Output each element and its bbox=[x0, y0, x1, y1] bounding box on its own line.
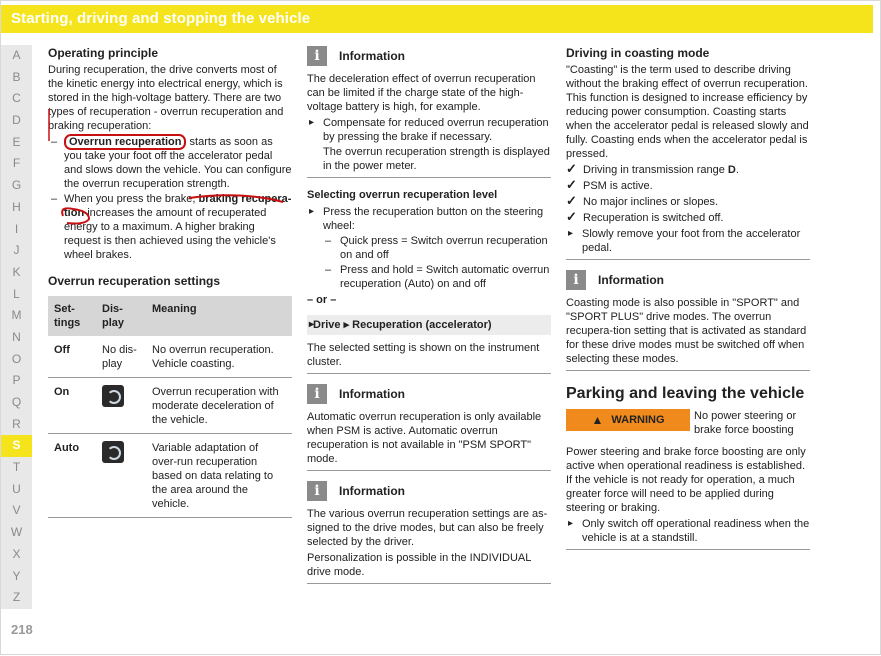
braking-recuperation-pre: When you press the brake, bbox=[64, 193, 199, 205]
check-text: Recuperation is switched off. bbox=[583, 212, 724, 224]
info-icon: i bbox=[307, 481, 327, 501]
overrun-recuperation-item bbox=[48, 135, 292, 191]
divider bbox=[566, 549, 810, 550]
parking-bullet: ▸ Only switch off operational readiness when the vehicle is at a standstill. bbox=[566, 517, 810, 545]
checkmark-icon: ✓ bbox=[566, 209, 577, 224]
alphabet-letter-s[interactable]: S bbox=[1, 435, 32, 457]
parking-heading: Parking and leaving the vehicle bbox=[566, 385, 805, 402]
alphabet-letter-i[interactable]: I bbox=[14, 221, 19, 236]
check-item bbox=[566, 195, 810, 209]
alphabet-letter-w[interactable]: W bbox=[10, 525, 23, 540]
alphabet-letter-t[interactable]: T bbox=[12, 460, 21, 475]
divider bbox=[307, 373, 551, 374]
coasting-text: "Coasting" is the term used to describe driving without the braking effect of overrun recuperation. This function is designed to increase efficiency by reducing power consumption. Coasting starts when the accelerator pedal is released slowly and fully. Coasting ends when the accelerator pedal is pressed. bbox=[566, 64, 809, 160]
parking-text: Power steering and brake force boosting are only active when operational readiness is established. If the vehicle is not ready for operation, a much greater force will need to be applied during steering or braking. bbox=[566, 446, 806, 514]
chapter-header bbox=[1, 5, 873, 33]
recuperation-intro: During recuperation, the drive converts most of the kinetic energy into electrical energy, which is stored in the high-voltage battery. There are two types of recuperation - overrun recuperation and braking recuperation: bbox=[48, 64, 284, 132]
info-block-2 bbox=[307, 384, 551, 404]
checkmark-icon: ✓ bbox=[566, 161, 577, 176]
select-sub-hold: – Press and hold = Switch automatic overrun recuperation (Auto) on and off bbox=[307, 263, 551, 291]
alphabet-letter-v[interactable]: V bbox=[12, 503, 21, 518]
alphabet-letter-g[interactable]: G bbox=[11, 178, 22, 193]
info-block-coasting bbox=[566, 270, 810, 290]
alphabet-letter-q[interactable]: Q bbox=[11, 395, 22, 409]
alphabet-letter-x[interactable]: X bbox=[12, 546, 21, 561]
or-text: – or – bbox=[307, 294, 337, 306]
coasting-bullet: ▸ Slowly remove your foot from the accelerator pedal. bbox=[566, 227, 810, 255]
meaning-on: Overrun recuperation with moderate deceleration of the vehicle. bbox=[146, 378, 292, 434]
select-heading: Selecting overrun recuperation level bbox=[307, 189, 498, 201]
display-cell bbox=[96, 378, 146, 434]
info1-bullet: ▸ Compensate for reduced overrun recuperation by pressing the brake if necessary. bbox=[307, 116, 551, 144]
info1-note: The overrun recuperation strength is displayed in the power meter. bbox=[323, 146, 550, 172]
info-title: Information bbox=[339, 387, 405, 401]
alphabet-letter-b[interactable]: B bbox=[12, 69, 21, 84]
info1-text: The deceleration effect of overrun recuperation can be limited if the charge state of the high-voltage battery is high, for example. bbox=[307, 73, 536, 113]
column-coasting bbox=[566, 46, 810, 560]
info-icon: i bbox=[307, 46, 327, 66]
alphabet-index bbox=[1, 45, 32, 609]
divider bbox=[307, 177, 551, 178]
info-title: Information bbox=[339, 484, 405, 498]
meaning-off: No overrun recuperation. Vehicle coasting. bbox=[146, 336, 292, 378]
check-text: No major inclines or slopes. bbox=[583, 196, 719, 208]
info3-text2: Personalization is possible in the INDIVIDUAL drive mode. bbox=[307, 552, 531, 578]
col-header-meaning: Meaning bbox=[146, 296, 292, 336]
check-item bbox=[566, 179, 810, 193]
alphabet-letter-y[interactable]: Y bbox=[12, 568, 21, 583]
setting-off: Off bbox=[48, 336, 96, 378]
info2-text: Automatic overrun recuperation is only available when PSM is active. Automatic overrun recuperation is not available in "PSM SPORT" mode. bbox=[307, 411, 542, 465]
auto-recuperation-icon bbox=[102, 441, 124, 463]
menu-path: ▸ Drive ▸ Recuperation (accelerator) bbox=[307, 315, 551, 335]
page-number: 218 bbox=[11, 622, 33, 637]
check-text: Driving in transmission range bbox=[583, 164, 728, 176]
warning-text: No power steering or brake force boosting bbox=[694, 410, 797, 436]
alphabet-letter-u[interactable]: U bbox=[12, 481, 21, 496]
info3-text1: The various overrun recuperation settings are as-signed to the drive modes, but can also be freely selected by the driver. bbox=[307, 508, 548, 548]
alphabet-letter-f[interactable]: F bbox=[12, 156, 21, 171]
select-sub-quick: – Quick press = Switch overrun recuperation on and off bbox=[307, 234, 551, 262]
column-operating-principle bbox=[48, 46, 292, 518]
alphabet-letter-e[interactable]: E bbox=[12, 134, 21, 149]
info-title: Information bbox=[339, 49, 405, 63]
select-bullet: ▸ Press the recuperation button on the steering wheel: bbox=[307, 205, 551, 233]
overrun-recuperation-desc: starts as soon as you take your foot off the accelerator pedal and slows down the vehicle. You can configure the overrun recuperation strength. bbox=[64, 136, 292, 190]
checkmark-icon: ✓ bbox=[566, 193, 577, 208]
checkmark-icon: ✓ bbox=[566, 177, 577, 192]
alphabet-letter-n[interactable]: N bbox=[12, 329, 21, 344]
info-icon: i bbox=[307, 384, 327, 404]
alphabet-letter-r[interactable]: R bbox=[12, 416, 21, 431]
alphabet-letter-l[interactable]: L bbox=[13, 286, 20, 301]
check-item bbox=[566, 211, 810, 225]
display-none: No dis-play bbox=[96, 336, 146, 378]
divider bbox=[566, 259, 810, 260]
column-information bbox=[307, 46, 551, 594]
table-row bbox=[48, 378, 292, 434]
alphabet-letter-p[interactable]: P bbox=[12, 373, 21, 388]
warning-icon: ▲ bbox=[591, 413, 604, 427]
alphabet-letter-z[interactable]: Z bbox=[12, 590, 21, 605]
info-title: Information bbox=[598, 273, 664, 287]
col-header-settings: Set-tings bbox=[48, 296, 96, 336]
overrun-recuperation-term: Overrun recuperation bbox=[64, 134, 186, 150]
col-header-display: Dis-play bbox=[96, 296, 146, 336]
braking-recuperation-item bbox=[48, 192, 292, 262]
alphabet-letter-j[interactable]: J bbox=[13, 243, 20, 258]
setting-on: On bbox=[48, 378, 96, 434]
divider bbox=[307, 470, 551, 471]
warning-label: WARNING bbox=[611, 414, 665, 426]
coasting-info-text: Coasting mode is also possible in "SPORT" and "SPORT PLUS" drive modes. The overrun recupera-tion setting that is activated as standard for these drive modes must be switched off when selecting these modes. bbox=[566, 297, 807, 365]
check-item bbox=[566, 163, 810, 177]
warning-badge bbox=[566, 409, 690, 431]
info-block-3 bbox=[307, 481, 551, 501]
alphabet-letter-c[interactable]: C bbox=[12, 91, 21, 106]
alphabet-letter-a[interactable]: A bbox=[12, 48, 21, 62]
check-text: PSM is active. bbox=[583, 180, 653, 192]
check-period: . bbox=[735, 164, 739, 176]
settings-table bbox=[48, 296, 292, 518]
display-cell bbox=[96, 434, 146, 518]
setting-auto: Auto bbox=[48, 434, 96, 518]
alphabet-letter-o[interactable]: O bbox=[11, 351, 22, 366]
warning-row bbox=[566, 409, 810, 437]
alphabet-letter-k[interactable]: K bbox=[12, 264, 21, 279]
braking-recuperation-desc: increases the amount of recuperated energy to a maximum. A higher braking request is then achieved using the vehicle's wheel brakes. bbox=[64, 207, 276, 261]
alphabet-letter-m[interactable]: M bbox=[11, 308, 22, 323]
recuperation-icon bbox=[102, 385, 124, 407]
alphabet-letter-d[interactable]: D bbox=[12, 113, 21, 128]
divider bbox=[566, 370, 810, 371]
chapter-title: Starting, driving and stopping the vehicle bbox=[11, 10, 311, 27]
settings-heading: Overrun recuperation settings bbox=[48, 274, 221, 288]
coasting-heading: Driving in coasting mode bbox=[566, 46, 710, 60]
alphabet-letter-h[interactable]: H bbox=[12, 199, 21, 214]
info-block-1 bbox=[307, 46, 551, 66]
braking-recuperation-term: braking recupera-tion bbox=[64, 193, 292, 219]
menu-note: The selected setting is shown on the instrument cluster. bbox=[307, 342, 540, 368]
table-row bbox=[48, 434, 292, 518]
info-icon: i bbox=[566, 270, 586, 290]
check-range: D bbox=[727, 164, 736, 176]
table-row bbox=[48, 336, 292, 378]
meaning-auto: Variable adaptation of over-run recuperation based on data relating to the area around the vehicle. bbox=[146, 434, 292, 518]
operating-principle-heading: Operating principle bbox=[48, 46, 159, 60]
divider bbox=[307, 583, 551, 584]
